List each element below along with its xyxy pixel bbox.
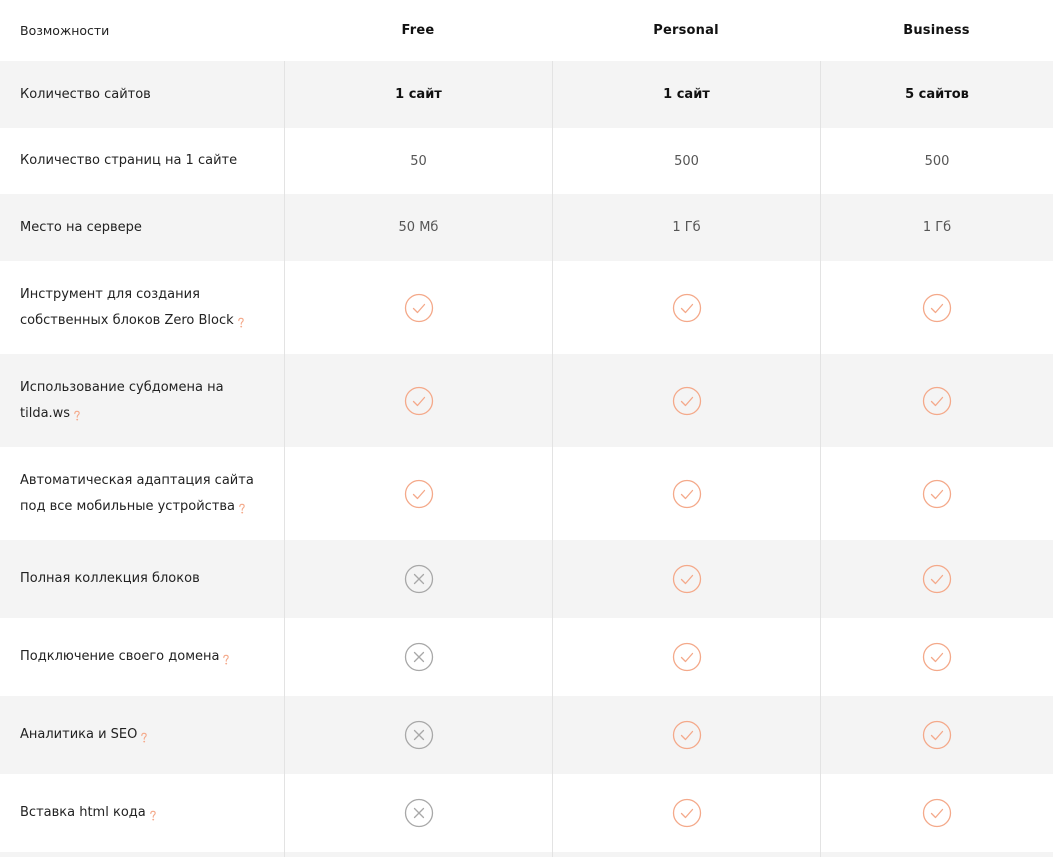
check-circle-icon: [672, 720, 702, 750]
table-row: [0, 774, 1053, 852]
plan-cell-free: [284, 774, 552, 852]
plan-cell-free: [284, 354, 552, 447]
question-hint-icon[interactable]: [238, 499, 246, 511]
feature-cell: [0, 128, 284, 194]
cross-circle-icon: [404, 798, 434, 828]
cross-circle-icon: [404, 720, 434, 750]
plan-cell-free: [284, 696, 552, 774]
plan-cell-business: [820, 696, 1053, 774]
check-circle-icon: [672, 642, 702, 672]
check-circle-icon: [922, 479, 952, 509]
check-circle-icon: [922, 642, 952, 672]
table-row: [0, 261, 1053, 354]
question-hint-icon[interactable]: [237, 313, 245, 325]
table-row: [0, 128, 1053, 194]
header-plan-personal: Personal: [653, 23, 719, 38]
feature-label: Подключение своего домена: [20, 649, 220, 664]
question-hint-icon[interactable]: [222, 650, 230, 662]
plan-cell-free: [284, 194, 552, 261]
table-row: [0, 61, 1053, 128]
check-circle-icon: [922, 798, 952, 828]
feature-cell: [0, 774, 284, 852]
table-row: [0, 354, 1053, 447]
feature-label: Вставка html кода: [20, 805, 146, 820]
plan-cell-business: [820, 128, 1053, 194]
check-circle-icon: [672, 564, 702, 594]
plan-value: 1 сайт: [395, 87, 442, 102]
plan-cell-personal: [552, 696, 820, 774]
plan-cell-free: [284, 61, 552, 128]
plan-cell-personal: [552, 128, 820, 194]
feature-label: Полная коллекция блоков: [20, 571, 200, 586]
feature-cell: [0, 618, 284, 696]
cross-circle-icon: [404, 642, 434, 672]
plan-value: 1 Гб: [672, 220, 701, 235]
plan-cell-business: [820, 618, 1053, 696]
table-row: [0, 194, 1053, 261]
feature-cell: [0, 354, 284, 447]
feature-cell: [0, 696, 284, 774]
feature-label: Количество сайтов: [20, 86, 151, 102]
plan-cell-business: [820, 540, 1053, 618]
check-circle-icon: [404, 479, 434, 509]
plan-value: 1 сайт: [663, 87, 710, 102]
header-feature-label: Возможности: [20, 22, 110, 38]
question-hint-icon[interactable]: [140, 728, 148, 740]
plan-cell-free: [284, 261, 552, 354]
plan-cell-business: [820, 194, 1053, 261]
header-plan-free: Free: [401, 23, 435, 38]
feature-cell: [0, 261, 284, 354]
table-row: [0, 447, 1053, 540]
plan-value: 50 Мб: [398, 220, 439, 235]
plan-cell-business: [820, 774, 1053, 852]
table-bottom-strip: [0, 852, 1053, 857]
plan-cell-business: [820, 447, 1053, 540]
plan-cell-personal: [552, 61, 820, 128]
check-circle-icon: [922, 564, 952, 594]
table-row: [0, 618, 1053, 696]
table-row: [0, 696, 1053, 774]
plan-cell-business: [820, 261, 1053, 354]
plan-value: 500: [674, 153, 699, 169]
plan-cell-personal: [552, 540, 820, 618]
feature-label: Аналитика и SEO: [20, 727, 138, 742]
feature-label: Количество страниц на 1 сайте: [20, 153, 238, 168]
feature-cell: [0, 447, 284, 540]
check-circle-icon: [672, 479, 702, 509]
plan-cell-business: [820, 61, 1053, 128]
plan-cell-free: [284, 618, 552, 696]
feature-label: Место на сервере: [20, 219, 142, 235]
plan-cell-personal: [552, 618, 820, 696]
check-circle-icon: [672, 798, 702, 828]
plan-cell-free: [284, 540, 552, 618]
plan-value: 50: [410, 153, 427, 169]
check-circle-icon: [404, 293, 434, 323]
plan-cell-free: [284, 128, 552, 194]
feature-label: Использование субдомена на tilda.ws: [20, 379, 224, 421]
check-circle-icon: [922, 293, 952, 323]
check-circle-icon: [922, 720, 952, 750]
plan-cell-personal: [552, 354, 820, 447]
feature-cell: [0, 61, 284, 128]
plan-cell-personal: [552, 447, 820, 540]
feature-label: Автоматическая адаптация сайта под все мобильные устройства: [20, 472, 254, 514]
check-circle-icon: [672, 386, 702, 416]
plan-cell-business: [820, 354, 1053, 447]
feature-cell: [0, 194, 284, 261]
plan-cell-personal: [552, 194, 820, 261]
header-plan-business: Business: [903, 23, 970, 38]
table-row: [0, 540, 1053, 618]
question-hint-icon[interactable]: [73, 406, 81, 418]
feature-label: Инструмент для создания собственных блоков Zero Block: [20, 286, 234, 328]
plan-cell-personal: [552, 774, 820, 852]
plan-value: 5 сайтов: [905, 87, 969, 102]
check-circle-icon: [672, 293, 702, 323]
question-hint-icon[interactable]: [149, 806, 157, 818]
check-circle-icon: [404, 386, 434, 416]
feature-cell: [0, 540, 284, 618]
plan-value: 500: [924, 153, 950, 169]
table-header: [0, 0, 1053, 61]
plan-value: 1 Гб: [922, 220, 952, 235]
plan-cell-personal: [552, 261, 820, 354]
cross-circle-icon: [404, 564, 434, 594]
plan-cell-free: [284, 447, 552, 540]
check-circle-icon: [922, 386, 952, 416]
